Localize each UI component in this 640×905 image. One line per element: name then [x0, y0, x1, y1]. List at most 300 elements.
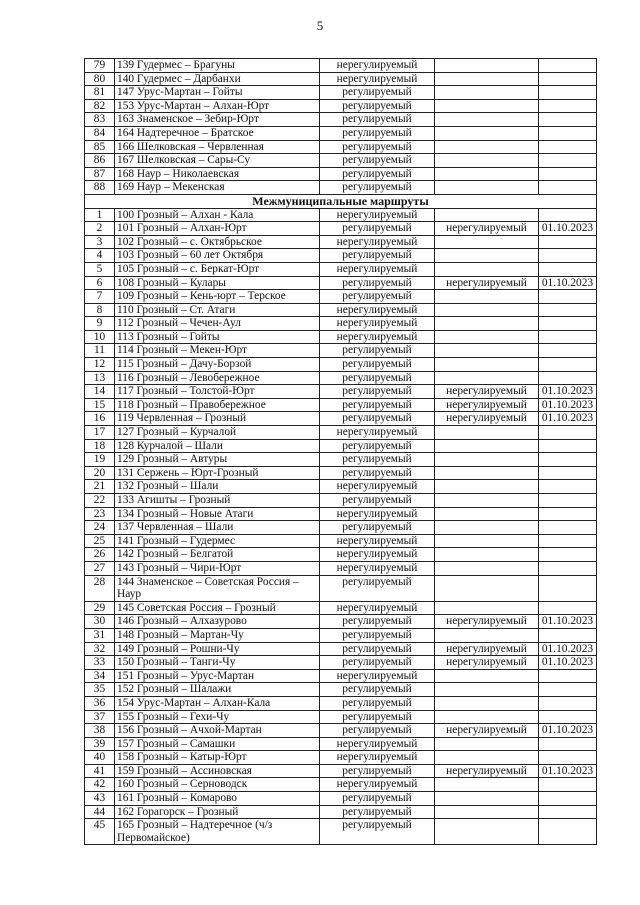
route-new-regime-cell [435, 628, 539, 642]
route-regime-cell: регулируемый [320, 167, 435, 181]
route-number-cell: 45 [85, 819, 115, 845]
route-date-cell [539, 358, 597, 372]
route-number-cell: 8 [85, 303, 115, 317]
route-new-regime-cell: нерегулируемый [435, 615, 539, 629]
route-new-regime-cell: нерегулируемый [435, 276, 539, 290]
route-date-cell: 01.10.2023 [539, 398, 597, 412]
route-date-cell [539, 317, 597, 331]
route-new-regime-cell [435, 669, 539, 683]
table-row [85, 751, 597, 765]
route-number-cell: 29 [85, 601, 115, 615]
route-date-cell [539, 59, 597, 73]
route-date-cell [539, 480, 597, 494]
table-row [85, 317, 597, 331]
route-name-cell: 158 Грозный – Катыр-Юрт [115, 751, 320, 765]
route-regime-cell: регулируемый [320, 86, 435, 100]
route-regime-cell: нерегулируемый [320, 507, 435, 521]
route-name-cell: 152 Грозный – Шалажи [115, 683, 320, 697]
route-number-cell: 35 [85, 683, 115, 697]
route-regime-cell: регулируемый [320, 575, 435, 601]
route-number-cell: 6 [85, 276, 115, 290]
route-date-cell [539, 371, 597, 385]
route-new-regime-cell [435, 235, 539, 249]
route-regime-cell: регулируемый [320, 412, 435, 426]
table-row [85, 167, 597, 181]
route-regime-cell: нерегулируемый [320, 72, 435, 86]
route-number-cell: 24 [85, 521, 115, 535]
route-regime-cell: регулируемый [320, 453, 435, 467]
route-name-cell: 112 Грозный – Чечен-Аул [115, 317, 320, 331]
route-name-cell: 145 Советская Россия – Грозный [115, 601, 320, 615]
route-date-cell [539, 167, 597, 181]
route-date-cell [539, 290, 597, 304]
route-date-cell [539, 628, 597, 642]
route-regime-cell: регулируемый [320, 385, 435, 399]
route-new-regime-cell [435, 494, 539, 508]
route-new-regime-cell [435, 262, 539, 276]
table-row [85, 181, 597, 195]
route-regime-cell: регулируемый [320, 222, 435, 236]
route-date-cell [539, 683, 597, 697]
route-date-cell [539, 140, 597, 154]
route-number-cell: 33 [85, 656, 115, 670]
route-number-cell: 43 [85, 792, 115, 806]
route-new-regime-cell [435, 249, 539, 263]
route-regime-cell: нерегулируемый [320, 561, 435, 575]
route-regime-cell: нерегулируемый [320, 208, 435, 222]
route-date-cell [539, 737, 597, 751]
route-number-cell: 82 [85, 99, 115, 113]
route-new-regime-cell: нерегулируемый [435, 398, 539, 412]
route-date-cell [539, 303, 597, 317]
route-new-regime-cell [435, 113, 539, 127]
table-row [85, 72, 597, 86]
route-date-cell [539, 72, 597, 86]
table-row [85, 737, 597, 751]
route-regime-cell: нерегулируемый [320, 317, 435, 331]
route-new-regime-cell [435, 819, 539, 845]
table-row [85, 330, 597, 344]
route-name-cell: 142 Грозный – Белгатой [115, 548, 320, 562]
route-new-regime-cell [435, 466, 539, 480]
route-regime-cell: регулируемый [320, 710, 435, 724]
route-name-cell: 100 Грозный – Алхан - Кала [115, 208, 320, 222]
route-regime-cell: регулируемый [320, 615, 435, 629]
route-new-regime-cell [435, 126, 539, 140]
route-name-cell: 128 Курчалой – Шали [115, 439, 320, 453]
route-name-cell: 113 Грозный – Гойты [115, 330, 320, 344]
table-row [85, 371, 597, 385]
route-regime-cell: регулируемый [320, 113, 435, 127]
table-row [85, 778, 597, 792]
table-row [85, 412, 597, 426]
route-number-cell: 80 [85, 72, 115, 86]
route-name-cell: 127 Грозный – Курчалой [115, 426, 320, 440]
route-new-regime-cell: нерегулируемый [435, 656, 539, 670]
route-number-cell: 15 [85, 398, 115, 412]
route-regime-cell: регулируемый [320, 181, 435, 195]
route-date-cell: 01.10.2023 [539, 724, 597, 738]
route-date-cell [539, 126, 597, 140]
route-number-cell: 22 [85, 494, 115, 508]
route-name-cell: 147 Урус-Мартан – Гойты [115, 86, 320, 100]
route-regime-cell: регулируемый [320, 805, 435, 819]
route-new-regime-cell [435, 290, 539, 304]
route-date-cell [539, 453, 597, 467]
table-row [85, 521, 597, 535]
route-number-cell: 17 [85, 426, 115, 440]
route-number-cell: 32 [85, 642, 115, 656]
route-date-cell [539, 710, 597, 724]
route-name-cell: 119 Червленная – Грозный [115, 412, 320, 426]
route-name-cell: 101 Грозный – Алхан-Юрт [115, 222, 320, 236]
route-name-cell: 162 Горагорск – Грозный [115, 805, 320, 819]
route-number-cell: 31 [85, 628, 115, 642]
route-name-cell: 154 Урус-Мартан – Алхан-Кала [115, 696, 320, 710]
route-new-regime-cell [435, 59, 539, 73]
route-new-regime-cell [435, 805, 539, 819]
route-date-cell [539, 751, 597, 765]
route-number-cell: 27 [85, 561, 115, 575]
route-number-cell: 79 [85, 59, 115, 73]
route-date-cell: 01.10.2023 [539, 276, 597, 290]
route-new-regime-cell: нерегулируемый [435, 385, 539, 399]
route-date-cell [539, 561, 597, 575]
route-name-cell: 105 Грозный – с. Беркат-Юрт [115, 262, 320, 276]
table-row [85, 208, 597, 222]
route-number-cell: 2 [85, 222, 115, 236]
table-row [85, 466, 597, 480]
route-regime-cell: регулируемый [320, 628, 435, 642]
route-new-regime-cell [435, 208, 539, 222]
route-regime-cell: нерегулируемый [320, 669, 435, 683]
route-number-cell: 86 [85, 154, 115, 168]
route-new-regime-cell [435, 439, 539, 453]
route-regime-cell: нерегулируемый [320, 330, 435, 344]
route-new-regime-cell [435, 737, 539, 751]
route-date-cell [539, 819, 597, 845]
table-row [85, 792, 597, 806]
route-new-regime-cell [435, 710, 539, 724]
table-row [85, 601, 597, 615]
route-new-regime-cell: нерегулируемый [435, 764, 539, 778]
route-new-regime-cell [435, 72, 539, 86]
table-row [85, 344, 597, 358]
route-regime-cell: регулируемый [320, 494, 435, 508]
route-new-regime-cell [435, 317, 539, 331]
route-new-regime-cell [435, 521, 539, 535]
table-row [85, 59, 597, 73]
route-regime-cell: нерегулируемый [320, 534, 435, 548]
route-new-regime-cell [435, 358, 539, 372]
route-name-cell: 139 Гудермес – Брагуны [115, 59, 320, 73]
route-name-cell: 148 Грозный – Мартан-Чу [115, 628, 320, 642]
route-name-cell: 144 Знаменское – Советская Россия – Наур [115, 575, 320, 601]
table-row [85, 724, 597, 738]
route-new-regime-cell [435, 303, 539, 317]
route-number-cell: 30 [85, 615, 115, 629]
route-number-cell: 9 [85, 317, 115, 331]
table-row [85, 507, 597, 521]
route-date-cell [539, 113, 597, 127]
route-name-cell: 118 Грозный – Правобережное [115, 398, 320, 412]
route-name-cell: 131 Сержень – Юрт-Грозный [115, 466, 320, 480]
route-date-cell [539, 534, 597, 548]
route-date-cell [539, 344, 597, 358]
route-regime-cell: регулируемый [320, 764, 435, 778]
route-new-regime-cell [435, 99, 539, 113]
route-number-cell: 18 [85, 439, 115, 453]
route-number-cell: 26 [85, 548, 115, 562]
route-date-cell [539, 575, 597, 601]
route-number-cell: 42 [85, 778, 115, 792]
route-name-cell: 109 Грозный – Кень-юрт – Терское [115, 290, 320, 304]
route-date-cell [539, 805, 597, 819]
route-regime-cell: регулируемый [320, 439, 435, 453]
route-date-cell [539, 507, 597, 521]
route-date-cell: 01.10.2023 [539, 412, 597, 426]
route-regime-cell: регулируемый [320, 140, 435, 154]
route-number-cell: 13 [85, 371, 115, 385]
route-date-cell: 01.10.2023 [539, 656, 597, 670]
route-regime-cell: регулируемый [320, 371, 435, 385]
route-number-cell: 36 [85, 696, 115, 710]
route-regime-cell: регулируемый [320, 126, 435, 140]
route-date-cell [539, 235, 597, 249]
table-row [85, 398, 597, 412]
route-name-cell: 169 Наур – Мекенская [115, 181, 320, 195]
route-name-cell: 161 Грозный – Комарово [115, 792, 320, 806]
table-row [85, 642, 597, 656]
route-date-cell [539, 262, 597, 276]
route-name-cell: 141 Грозный – Гудермес [115, 534, 320, 548]
table-row [85, 249, 597, 263]
route-number-cell: 19 [85, 453, 115, 467]
table-row [85, 669, 597, 683]
route-number-cell: 39 [85, 737, 115, 751]
route-date-cell [539, 792, 597, 806]
route-name-cell: 146 Грозный – Алхазурово [115, 615, 320, 629]
route-regime-cell: регулируемый [320, 358, 435, 372]
section-header-row [85, 194, 597, 208]
table-row [85, 480, 597, 494]
table-row [85, 222, 597, 236]
route-date-cell [539, 494, 597, 508]
route-number-cell: 88 [85, 181, 115, 195]
route-date-cell [539, 99, 597, 113]
route-date-cell [539, 330, 597, 344]
route-number-cell: 12 [85, 358, 115, 372]
table-row [85, 548, 597, 562]
table-row [85, 805, 597, 819]
table-row [85, 683, 597, 697]
route-date-cell [539, 426, 597, 440]
route-new-regime-cell [435, 154, 539, 168]
route-name-cell: 110 Грозный – Ст. Атаги [115, 303, 320, 317]
route-name-cell: 134 Грозный – Новые Атаги [115, 507, 320, 521]
table-row [85, 494, 597, 508]
route-date-cell: 01.10.2023 [539, 642, 597, 656]
route-regime-cell: нерегулируемый [320, 426, 435, 440]
route-new-regime-cell [435, 792, 539, 806]
route-new-regime-cell [435, 426, 539, 440]
route-regime-cell: регулируемый [320, 249, 435, 263]
page-number: 5 [316, 18, 324, 33]
route-new-regime-cell [435, 140, 539, 154]
route-regime-cell: регулируемый [320, 642, 435, 656]
route-name-cell: 165 Грозный – Надтеречное (ч/з Первомайское) [115, 819, 320, 845]
table-row [85, 276, 597, 290]
route-new-regime-cell: нерегулируемый [435, 642, 539, 656]
route-date-cell [539, 439, 597, 453]
route-name-cell: 164 Надтеречное – Братское [115, 126, 320, 140]
route-new-regime-cell [435, 330, 539, 344]
route-new-regime-cell [435, 371, 539, 385]
route-new-regime-cell [435, 778, 539, 792]
table-row [85, 453, 597, 467]
route-new-regime-cell [435, 181, 539, 195]
route-number-cell: 10 [85, 330, 115, 344]
table-row [85, 615, 597, 629]
route-name-cell: 166 Шелковская – Червленная [115, 140, 320, 154]
route-number-cell: 83 [85, 113, 115, 127]
route-date-cell [539, 86, 597, 100]
route-date-cell [539, 696, 597, 710]
route-number-cell: 25 [85, 534, 115, 548]
table-row [85, 290, 597, 304]
route-date-cell [539, 181, 597, 195]
route-regime-cell: регулируемый [320, 398, 435, 412]
route-regime-cell: нерегулируемый [320, 235, 435, 249]
route-regime-cell: нерегулируемый [320, 778, 435, 792]
route-number-cell: 4 [85, 249, 115, 263]
route-regime-cell: нерегулируемый [320, 303, 435, 317]
route-regime-cell: нерегулируемый [320, 751, 435, 765]
route-new-regime-cell [435, 696, 539, 710]
route-regime-cell: регулируемый [320, 154, 435, 168]
route-name-cell: 140 Гудермес – Дарбанхи [115, 72, 320, 86]
route-date-cell: 01.10.2023 [539, 222, 597, 236]
section-title: Межмуниципальные маршруты [85, 194, 597, 208]
route-number-cell: 85 [85, 140, 115, 154]
route-regime-cell: нерегулируемый [320, 59, 435, 73]
route-new-regime-cell [435, 534, 539, 548]
table-row [85, 628, 597, 642]
table-row [85, 534, 597, 548]
route-number-cell: 11 [85, 344, 115, 358]
route-number-cell: 81 [85, 86, 115, 100]
route-number-cell: 16 [85, 412, 115, 426]
route-new-regime-cell [435, 575, 539, 601]
route-new-regime-cell [435, 561, 539, 575]
route-date-cell [539, 601, 597, 615]
table-row [85, 439, 597, 453]
routes-table-body-bottom [85, 208, 597, 845]
table-row [85, 764, 597, 778]
route-date-cell: 01.10.2023 [539, 615, 597, 629]
route-regime-cell: регулируемый [320, 819, 435, 845]
table-row [85, 426, 597, 440]
route-number-cell: 1 [85, 208, 115, 222]
table-row [85, 154, 597, 168]
table-row [85, 656, 597, 670]
route-regime-cell: регулируемый [320, 276, 435, 290]
route-regime-cell: регулируемый [320, 466, 435, 480]
route-number-cell: 41 [85, 764, 115, 778]
table-row [85, 358, 597, 372]
route-name-cell: 157 Грозный – Самашки [115, 737, 320, 751]
route-regime-cell: регулируемый [320, 683, 435, 697]
route-new-regime-cell [435, 167, 539, 181]
route-name-cell: 117 Грозный – Толстой-Юрт [115, 385, 320, 399]
route-name-cell: 115 Грозный – Дачу-Борзой [115, 358, 320, 372]
routes-table-body-top [85, 59, 597, 195]
route-new-regime-cell [435, 86, 539, 100]
route-number-cell: 34 [85, 669, 115, 683]
route-regime-cell: нерегулируемый [320, 262, 435, 276]
route-name-cell: 155 Грозный – Гехи-Чу [115, 710, 320, 724]
table-row [85, 303, 597, 317]
route-number-cell: 28 [85, 575, 115, 601]
route-regime-cell: регулируемый [320, 521, 435, 535]
route-new-regime-cell [435, 548, 539, 562]
route-number-cell: 20 [85, 466, 115, 480]
route-name-cell: 129 Грозный – Автуры [115, 453, 320, 467]
table-row [85, 140, 597, 154]
table-row [85, 262, 597, 276]
route-name-cell: 108 Грозный – Кулары [115, 276, 320, 290]
route-date-cell [539, 208, 597, 222]
route-regime-cell: регулируемый [320, 344, 435, 358]
table-row [85, 819, 597, 845]
route-new-regime-cell [435, 507, 539, 521]
route-regime-cell: нерегулируемый [320, 548, 435, 562]
route-number-cell: 84 [85, 126, 115, 140]
route-regime-cell: нерегулируемый [320, 737, 435, 751]
route-name-cell: 116 Грозный – Левобережное [115, 371, 320, 385]
route-number-cell: 5 [85, 262, 115, 276]
table-row [85, 99, 597, 113]
section-header-group [85, 194, 597, 208]
routes-table [84, 58, 597, 845]
table-row [85, 710, 597, 724]
route-number-cell: 38 [85, 724, 115, 738]
table-row [85, 86, 597, 100]
route-date-cell [539, 466, 597, 480]
route-number-cell: 14 [85, 385, 115, 399]
route-number-cell: 21 [85, 480, 115, 494]
route-new-regime-cell [435, 344, 539, 358]
route-name-cell: 133 Агишты – Грозный [115, 494, 320, 508]
route-date-cell [539, 249, 597, 263]
route-number-cell: 7 [85, 290, 115, 304]
route-new-regime-cell [435, 751, 539, 765]
route-new-regime-cell [435, 480, 539, 494]
route-regime-cell: нерегулируемый [320, 480, 435, 494]
table-row [85, 113, 597, 127]
route-name-cell: 159 Грозный – Ассиновская [115, 764, 320, 778]
route-regime-cell: регулируемый [320, 724, 435, 738]
route-name-cell: 153 Урус-Мартан – Алхан-Юрт [115, 99, 320, 113]
route-number-cell: 23 [85, 507, 115, 521]
route-number-cell: 3 [85, 235, 115, 249]
route-date-cell [539, 778, 597, 792]
route-regime-cell: регулируемый [320, 656, 435, 670]
route-regime-cell: регулируемый [320, 792, 435, 806]
route-new-regime-cell: нерегулируемый [435, 222, 539, 236]
table-row [85, 561, 597, 575]
route-name-cell: 103 Грозный – 60 лет Октября [115, 249, 320, 263]
